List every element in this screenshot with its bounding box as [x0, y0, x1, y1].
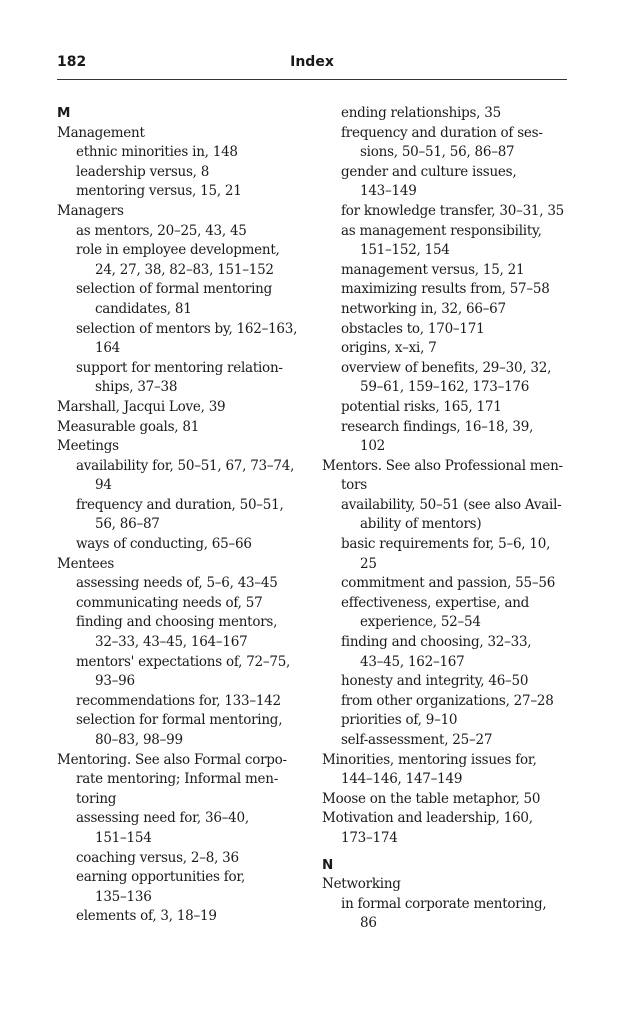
index-entry: Mentoring. See also Formal corpo-	[57, 751, 287, 768]
index-entry: experience, 52–54	[360, 614, 481, 631]
index-entry: sions, 50–51, 56, 86–87	[360, 144, 515, 161]
index-entry: Marshall, Jacqui Love, 39	[57, 398, 226, 415]
index-entry: effectiveness, expertise, and	[341, 594, 530, 611]
index-entry: Managers	[57, 202, 124, 219]
index-entry: 56, 86–87	[95, 516, 160, 533]
page-title: Index	[290, 54, 334, 70]
index-entry: Management	[57, 124, 145, 141]
page-number: 182	[57, 54, 87, 70]
index-entry: ships, 37–38	[95, 379, 178, 396]
index-entry: 94	[95, 477, 112, 494]
index-entry: mentors' expectations of, 72–75,	[76, 653, 291, 670]
index-entry: origins, x–xi, 7	[341, 340, 437, 357]
index-entry: selection of mentors by, 162–163,	[76, 320, 298, 337]
index-entry: availability for, 50–51, 67, 73–74,	[76, 457, 295, 474]
index-entry: Moose on the table metaphor, 50	[322, 790, 541, 807]
index-entry: commitment and passion, 55–56	[341, 575, 556, 592]
index-entry: 59–61, 159–162, 173–176	[360, 379, 530, 396]
index-entry: candidates, 81	[95, 300, 192, 317]
index-entry: frequency and duration, 50–51,	[76, 496, 284, 513]
index-entry: finding and choosing, 32–33,	[341, 634, 532, 651]
index-entry: 93–96	[95, 673, 135, 690]
index-letter-heading: M	[57, 105, 71, 121]
index-entry: 173–174	[341, 829, 398, 846]
index-entry: 135–136	[95, 888, 152, 905]
running-header	[57, 54, 567, 74]
index-entry: as mentors, 20–25, 43, 45	[76, 222, 247, 239]
index-entry: 25	[360, 555, 377, 572]
index-entry: assessing need for, 36–40,	[76, 810, 249, 827]
index-entry: coaching versus, 2–8, 36	[76, 849, 239, 866]
index-entry: basic requirements for, 5–6, 10,	[341, 536, 551, 553]
index-entry: assessing needs of, 5–6, 43–45	[76, 575, 278, 592]
index-entry: 151–152, 154	[360, 242, 450, 259]
index-entry: for knowledge transfer, 30–31, 35	[341, 202, 565, 219]
index-entry: 24, 27, 38, 82–83, 151–152	[95, 261, 274, 278]
index-column-left	[57, 104, 312, 927]
index-entry: 144–146, 147–149	[341, 771, 463, 788]
index-entry: frequency and duration of ses-	[341, 124, 543, 141]
header-rule	[57, 79, 567, 80]
index-entry: 80–83, 98–99	[95, 732, 183, 748]
index-entry: 151–154	[95, 829, 152, 846]
index-entry: 164	[95, 340, 121, 357]
index-entry: leadership versus, 8	[76, 163, 210, 180]
index-entry: ways of conducting, 65–66	[76, 536, 252, 553]
index-entry: communicating needs of, 57	[76, 594, 263, 611]
index-entry: elements of, 3, 18–19	[76, 908, 217, 925]
index-entry: as management responsibility,	[341, 222, 542, 239]
index-entry: networking in, 32, 66–67	[341, 300, 506, 317]
index-entry: tors	[341, 477, 367, 494]
index-entry: Mentees	[57, 555, 115, 572]
index-entry: Minorities, mentoring issues for,	[322, 751, 537, 768]
index-entry: Measurable goals, 81	[57, 418, 200, 435]
index-entry: 143–149	[360, 183, 417, 200]
index-entry: ethnic minorities in, 148	[76, 144, 238, 161]
index-entry: selection for formal mentoring,	[76, 712, 283, 729]
index-entry: finding and choosing mentors,	[76, 614, 278, 631]
index-entry: Networking	[322, 876, 401, 893]
index-entry: availability, 50–51 (see also Avail-	[341, 496, 562, 513]
index-entry: 102	[360, 438, 386, 455]
index-entry: in formal corporate mentoring,	[341, 895, 547, 912]
index-entry: rate mentoring; Informal men-	[76, 771, 279, 788]
index-entry: obstacles to, 170–171	[341, 320, 485, 337]
index-letter-heading: N	[322, 856, 334, 873]
index-entry: Motivation and leadership, 160,	[322, 810, 533, 827]
index-entry: selection of formal mentoring	[76, 281, 272, 298]
index-entry: support for mentoring relation-	[76, 359, 283, 376]
index-entry: 43–45, 162–167	[360, 653, 465, 670]
index-entry: self-assessment, 25–27	[341, 732, 493, 748]
index-entry: potential risks, 165, 171	[341, 398, 502, 415]
index-entry: ability of mentors)	[360, 516, 482, 533]
index-entry: Mentors. See also Professional men-	[322, 457, 563, 474]
index-column-right	[322, 104, 577, 934]
index-entry: research findings, 16–18, 39,	[341, 418, 534, 435]
index-entry: overview of benefits, 29–30, 32,	[341, 359, 552, 376]
index-entry: role in employee development,	[76, 242, 280, 259]
index-entry: 86	[360, 915, 377, 932]
index-entry: from other organizations, 27–28	[341, 692, 554, 709]
index-entry: honesty and integrity, 46–50	[341, 673, 529, 690]
index-entry: toring	[76, 790, 117, 807]
index-entry: recommendations for, 133–142	[76, 692, 281, 709]
index-entry: Meetings	[57, 438, 119, 455]
index-entry: 32–33, 43–45, 164–167	[95, 634, 248, 651]
index-entry: maximizing results from, 57–58	[341, 281, 550, 298]
index-entry: earning opportunities for,	[76, 869, 246, 886]
index-entry: priorities of, 9–10	[341, 712, 458, 729]
index-entry: gender and culture issues,	[341, 163, 517, 180]
index-entry: mentoring versus, 15, 21	[76, 183, 242, 200]
index-entry: management versus, 15, 21	[341, 261, 525, 278]
index-entry: ending relationships, 35	[341, 105, 501, 121]
